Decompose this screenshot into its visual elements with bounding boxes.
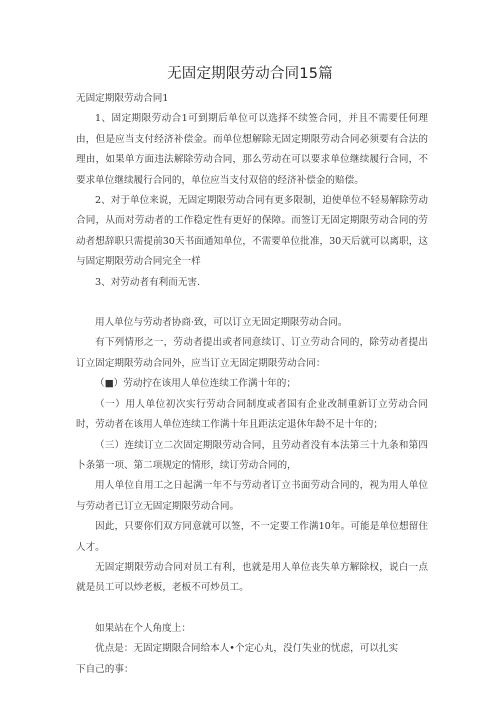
- paragraph: 因此，只要你们双方同意就可以签，不一定要工作满10年。可能是单位想留住人才。: [76, 521, 428, 553]
- document-title: 无固定期限劳动合同15篇: [167, 66, 333, 82]
- paragraph: 1、固定期限劳动合1可到期后单位可以选择不续签合同，并且不需要任何理由，但是应当支付经济补偿金。而单位想解除无固定期限劳动合同必须要有合法的理由，如果单方面违法解除劳动合同，那么劳动在可以要求单位继续履行合同，不要求单位继续履行合同的，单位应当支付双倍的经济补偿金的赔偿。: [76, 113, 428, 186]
- paragraph: 2、对于单位来说，无固定期限劳动合同有更多限制，迫使单位不轻易解除劳动合同，从而对劳动者的工作稳定性有更好的保障。而签订无固定期限劳动合同的劳动者想辞职只需提前30天书面通知单位，不需要单位批准，30天后就可以离职，这与固定期限劳动合同完全一样: [76, 195, 428, 268]
- paragraph-gap: [76, 599, 428, 619]
- paragraph: （三）连续订立二次固定期限劳动合同，且劳动者没有本法第三十九条和第四卜条第一项、第二项规定的情形，续订劳动合同的，: [76, 439, 428, 471]
- paragraph: 如果站在个人角度上：: [95, 622, 191, 634]
- paragraph: 用人单位与劳动者协商·致，可以订立无固定期限劳动合同。: [95, 317, 348, 329]
- paragraph: 优点是：无固定期限合同给本人•个定心丸，没仃失业的忧虑，可以扎实: [95, 643, 399, 655]
- paragraph-gap: [76, 293, 428, 313]
- paragraph: 无固定期限劳动合同1: [76, 93, 169, 104]
- paragraph: 无固定期限劳动合同对员工有利，也就是用人单位丧失单方解除权，说白一点就是员工可以炒老板，老板不可炒员工。: [76, 561, 428, 594]
- document-body: [76, 89, 428, 680]
- paragraph: 3、对劳动者有利而无害.: [95, 276, 201, 288]
- paragraph: （一）用人单位初次实行劳动合同制度或者国有企业改制重新订立劳动合同时，劳动者在该用人单位连续工作满十年且距法定退休年龄不足十年的；: [76, 398, 428, 431]
- paragraph: 下自己的事：: [76, 663, 134, 675]
- paragraph: （■）劳动拧在该用人单位连续工作满十年的；: [95, 378, 296, 390]
- paragraph: 用人单位自用工之日起满一年不与劳动者订立书面劳动合同的，视为用人单位与劳动者已订立无固定期限劳动合同。: [76, 480, 428, 512]
- paragraph: 有下列情形之一，劳动者提出或者同意续订、订立劳动合同的，除劳动者提出订立固定期限劳动合同外，应当订立无固定期限劳动合同：: [76, 337, 428, 369]
